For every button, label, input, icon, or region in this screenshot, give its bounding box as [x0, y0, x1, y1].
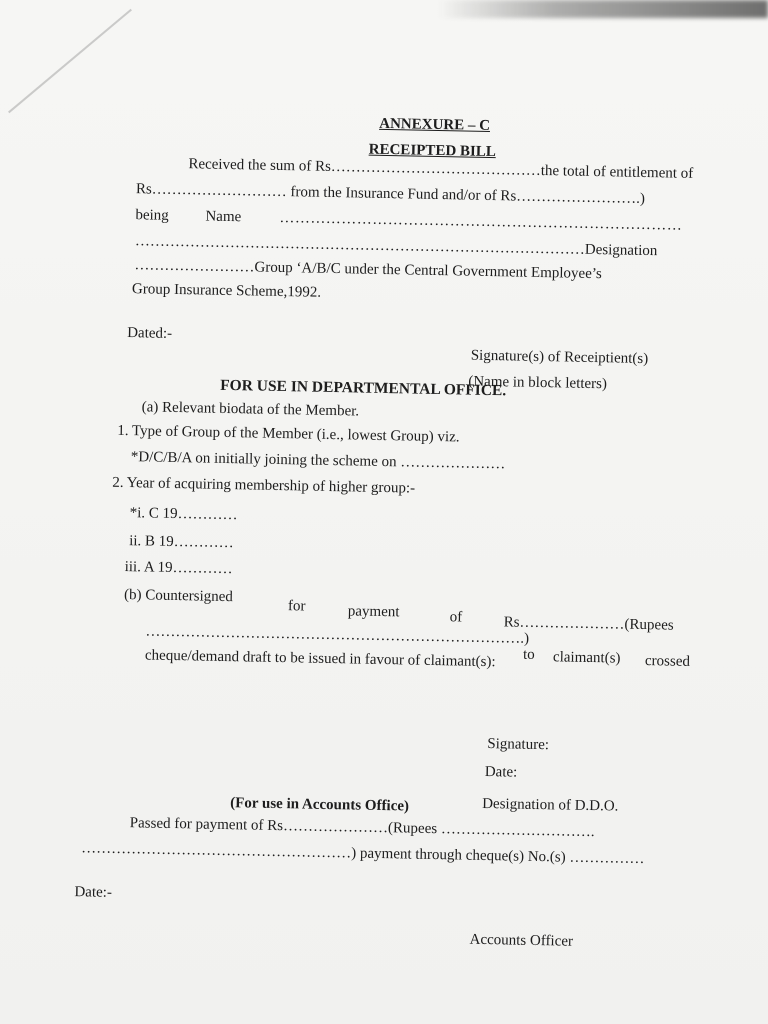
ddo-date-label: Date: [484, 763, 518, 781]
countersigned-of: of [449, 609, 463, 626]
countersigned-amount-dots: ………………………………………………………………….) [145, 623, 530, 647]
receipt-being: being [135, 207, 169, 224]
countersigned-label: (b) Countersigned [123, 587, 233, 606]
countersigned-payment: payment [347, 603, 400, 621]
departmental-heading: FOR USE IN DEPARTMENTAL OFFICE. [220, 376, 507, 400]
passed-for-payment-line: Passed for payment of Rs…………………(Rupees …………………………. [129, 815, 595, 841]
countersigned-rupees: Rs…………………(Rupees [503, 614, 674, 634]
cheque-draft-line: cheque/demand draft to be issued in favour of claimant(s): [144, 647, 496, 671]
receipt-line-5: ……………………Group ‘A/B/C under the Central Government Employee’s [134, 257, 602, 283]
accounts-office-heading: (For use in Accounts Office) [229, 795, 410, 815]
countersigned-claimant: claimant(s) [552, 649, 621, 667]
receipt-line-1: Received the sum of Rs……………………………………the total of entitlement of [188, 156, 694, 182]
annexure-label: ANNEXURE – C [379, 115, 491, 134]
accounts-officer-label: Accounts Officer [469, 931, 574, 950]
countersigned-to: to [522, 646, 535, 663]
cheque-number-line: ………………………………………………) payment through cheque(s) No.(s) …………… [81, 840, 645, 868]
group-type-item: 1. Type of Group of the Member (i.e., lowest Group) viz. [117, 422, 460, 446]
group-b-year: ii. B 19………… [129, 533, 234, 552]
group-a-year: iii. A 19………… [124, 559, 233, 578]
biodata-label: (a) Relevant biodata of the Member. [141, 399, 360, 420]
ddo-designation-label: Designation of D.D.O. [482, 795, 619, 815]
dated-label: Dated:- [127, 325, 173, 342]
group-c-year: *i. C 19………… [129, 505, 238, 524]
receipt-line-6: Group Insurance Scheme,1992. [131, 281, 322, 301]
block-letters-note: (Name in block letters) [468, 373, 608, 393]
receipt-line-4: ………………………………………………………………………………Designation [134, 233, 658, 260]
joining-scheme-item: *D/C/B/A on initially joining the scheme on ………………… [130, 449, 506, 473]
receipt-name-label: Name [205, 208, 242, 226]
accounts-date-label: Date:- [74, 884, 113, 901]
higher-group-item: 2. Year of acquiring membership of higher group:- [112, 474, 416, 497]
receipt-name-dots: …………………………………………………………………… [279, 209, 683, 234]
receipt-line-2: Rs……………………… from the Insurance Fund and/or of Rs…………………….) [135, 181, 646, 207]
document-title: RECEIPTED BILL [368, 141, 496, 161]
ddo-signature-label: Signature: [487, 736, 550, 754]
receipient-signature-label: Signature(s) of Receiptient(s) [470, 347, 649, 368]
countersigned-crossed: crossed [644, 653, 691, 670]
countersigned-for: for [287, 598, 306, 615]
